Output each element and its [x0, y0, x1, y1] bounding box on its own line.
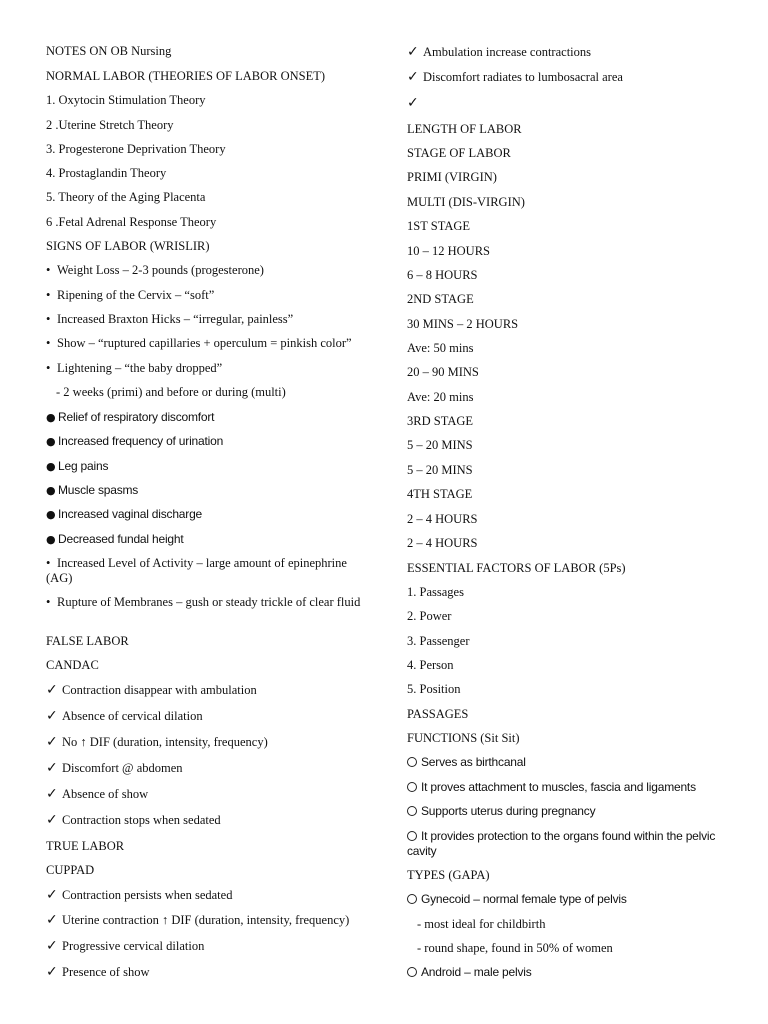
checkmark-icon: ✓	[46, 938, 58, 954]
line-text: Contraction stops when sedated	[62, 813, 221, 827]
line-text: 1ST STAGE	[407, 219, 471, 233]
left-line	[46, 215, 376, 230]
right-line	[407, 96, 727, 111]
line-text: Increased frequency of urination	[58, 434, 224, 448]
bullet-icon: •	[46, 312, 51, 326]
line-text: 6 .Fetal Adrenal Response Theory	[46, 215, 217, 229]
left-line	[46, 683, 376, 698]
left-line	[46, 410, 376, 425]
right-line	[407, 561, 727, 576]
line-text: STAGE OF LABOR	[407, 146, 511, 160]
left-line	[46, 385, 376, 400]
line-text: 5. Theory of the Aging Placenta	[46, 190, 206, 204]
left-line	[46, 239, 376, 254]
line-text: Gynecoid – normal female type of pelvis	[421, 892, 627, 906]
right-line	[407, 268, 727, 283]
line-text: Contraction disappear with ambulation	[62, 683, 257, 697]
line-text: Leg pains	[58, 459, 109, 473]
left-line	[46, 863, 376, 878]
line-text: It provides protection to the organs found within the pelvic cavity	[407, 829, 716, 858]
right-line	[407, 122, 727, 137]
left-line	[46, 459, 376, 474]
filled-circle-bullet-icon: ●	[46, 435, 56, 448]
left-line	[46, 263, 376, 278]
line-text: Show – “ruptured capillaries + operculum = pinkish color”	[57, 336, 352, 350]
checkmark-icon: ✓	[46, 786, 58, 802]
line-text: CUPPAD	[46, 863, 95, 877]
left-line	[46, 532, 376, 547]
hollow-circle-bullet-icon	[407, 757, 417, 767]
line-text: Discomfort radiates to lumbosacral area	[423, 70, 623, 84]
bullet-icon: •	[46, 595, 51, 609]
right-line	[407, 146, 727, 161]
right-line	[407, 512, 727, 527]
filled-circle-bullet-icon: ●	[46, 411, 56, 424]
right-line	[407, 390, 727, 405]
line-text: 6 – 8 HOURS	[407, 268, 478, 282]
line-text: PRIMI (VIRGIN)	[407, 170, 497, 184]
line-text: It proves attachment to muscles, fascia and ligaments	[421, 780, 696, 794]
right-line	[407, 829, 727, 859]
line-text: 5 – 20 MINS	[407, 438, 473, 452]
hollow-circle-bullet-icon	[407, 806, 417, 816]
left-line	[46, 44, 376, 59]
line-text: Decreased fundal height	[58, 532, 184, 546]
left-line	[46, 761, 376, 776]
line-text: FALSE LABOR	[46, 634, 129, 648]
hollow-circle-bullet-icon	[407, 782, 417, 792]
right-line	[407, 868, 727, 883]
line-text: Relief of respiratory discomfort	[58, 410, 215, 424]
line-text: Rupture of Membranes – gush or steady trickle of clear fluid	[57, 595, 361, 609]
line-text: Weight Loss – 2-3 pounds (progesterone)	[57, 263, 264, 277]
line-text: 3. Passenger	[407, 634, 470, 648]
checkmark-icon: ✓	[46, 760, 58, 776]
line-text: Android – male pelvis	[421, 965, 532, 979]
right-line	[407, 463, 727, 478]
left-line	[46, 288, 376, 303]
right-line	[407, 438, 727, 453]
right-line	[407, 658, 727, 673]
checkmark-icon: ✓	[46, 964, 58, 980]
left-line	[46, 595, 376, 610]
line-text: 2 – 4 HOURS	[407, 512, 478, 526]
line-text: 5. Position	[407, 682, 461, 696]
left-line	[46, 913, 376, 928]
left-line	[46, 93, 376, 108]
line-text: Ave: 50 mins	[407, 341, 474, 355]
right-line	[407, 917, 727, 932]
line-text: Ripening of the Cervix – “soft”	[57, 288, 215, 302]
right-line	[407, 365, 727, 380]
left-line	[46, 190, 376, 205]
right-line	[407, 682, 727, 697]
line-text: Serves as birthcanal	[421, 755, 526, 769]
left-line	[46, 166, 376, 181]
checkmark-icon: ✓	[407, 44, 419, 60]
line-text: 4TH STAGE	[407, 487, 473, 501]
bullet-icon: •	[46, 263, 51, 277]
left-line	[46, 361, 376, 376]
bullet-icon: •	[46, 361, 51, 375]
right-line	[407, 731, 727, 746]
line-text: Increased vaginal discharge	[58, 507, 203, 521]
line-text: CANDAC	[46, 658, 99, 672]
right-line	[407, 70, 727, 85]
line-text: 2ND STAGE	[407, 292, 474, 306]
checkmark-icon: ✓	[407, 95, 419, 111]
left-line	[46, 483, 376, 498]
right-line	[407, 780, 727, 795]
filled-circle-bullet-icon: ●	[46, 508, 56, 521]
left-line	[46, 658, 376, 673]
checkmark-icon: ✓	[407, 69, 419, 85]
left-line	[46, 434, 376, 449]
checkmark-icon: ✓	[46, 887, 58, 903]
left-line	[46, 888, 376, 903]
line-text: 4. Person	[407, 658, 454, 672]
line-text: 2 .Uterine Stretch Theory	[46, 118, 174, 132]
line-text: No ↑ DIF (duration, intensity, frequency)	[62, 735, 268, 749]
right-line	[407, 965, 727, 980]
right-line	[407, 585, 727, 600]
line-text: 3RD STAGE	[407, 414, 474, 428]
left-line	[46, 142, 376, 157]
line-text: 30 MINS – 2 HOURS	[407, 317, 519, 331]
line-text: 2. Power	[407, 609, 452, 623]
right-line	[407, 219, 727, 234]
line-text: MULTI (DIS-VIRGIN)	[407, 195, 525, 209]
checkmark-icon: ✓	[46, 708, 58, 724]
bullet-icon: •	[46, 288, 51, 302]
right-line	[407, 609, 727, 624]
line-text: 3. Progesterone Deprivation Theory	[46, 142, 226, 156]
line-text: Muscle spasms	[58, 483, 139, 497]
right-line	[407, 804, 727, 819]
right-line	[407, 487, 727, 502]
line-text: Discomfort @ abdomen	[62, 761, 183, 775]
line-text: PASSAGES	[407, 707, 469, 721]
right-line	[407, 892, 727, 907]
line-text: Presence of show	[62, 965, 150, 979]
line-text: Increased Braxton Hicks – “irregular, painless”	[57, 312, 294, 326]
left-line	[46, 709, 376, 724]
checkmark-icon: ✓	[46, 734, 58, 750]
line-text: ESSENTIAL FACTORS OF LABOR (5Ps)	[407, 561, 626, 575]
line-text: - 2 weeks (primi) and before or during (multi)	[56, 385, 286, 399]
left-line	[46, 507, 376, 522]
left-line	[46, 312, 376, 327]
right-line	[407, 244, 727, 259]
line-text: TRUE LABOR	[46, 839, 125, 853]
hollow-circle-bullet-icon	[407, 894, 417, 904]
line-text: Uterine contraction ↑ DIF (duration, intensity, frequency)	[62, 913, 350, 927]
left-line	[46, 336, 376, 351]
line-text: Increased Level of Activity – large amount of epinephrine (AG)	[46, 556, 347, 585]
line-text: Absence of cervical dilation	[62, 709, 203, 723]
left-line	[46, 839, 376, 854]
checkmark-icon: ✓	[46, 682, 58, 698]
right-line	[407, 317, 727, 332]
line-text: 4. Prostaglandin Theory	[46, 166, 167, 180]
left-line	[46, 69, 376, 84]
hollow-circle-bullet-icon	[407, 831, 417, 841]
left-line	[46, 556, 376, 586]
line-text: 10 – 12 HOURS	[407, 244, 490, 258]
line-text: 2 – 4 HOURS	[407, 536, 478, 550]
checkmark-icon: ✓	[46, 912, 58, 928]
line-text: 20 – 90 MINS	[407, 365, 479, 379]
line-text: 5 – 20 MINS	[407, 463, 473, 477]
line-text: TYPES (GAPA)	[407, 868, 490, 882]
left-line	[46, 965, 376, 980]
line-text: Ambulation increase contractions	[423, 45, 591, 59]
line-text: Progressive cervical dilation	[62, 939, 205, 953]
right-line	[407, 45, 727, 60]
right-line	[407, 292, 727, 307]
right-line	[407, 707, 727, 722]
line-text: - most ideal for childbirth	[417, 917, 546, 931]
filled-circle-bullet-icon: ●	[46, 460, 56, 473]
line-text: Supports uterus during pregnancy	[421, 804, 596, 818]
hollow-circle-bullet-icon	[407, 967, 417, 977]
right-line	[407, 170, 727, 185]
line-text: 1. Oxytocin Stimulation Theory	[46, 93, 206, 107]
line-text: 1. Passages	[407, 585, 464, 599]
right-line	[407, 536, 727, 551]
line-text: - round shape, found in 50% of women	[417, 941, 613, 955]
left-line	[46, 939, 376, 954]
right-line	[407, 941, 727, 956]
filled-circle-bullet-icon: ●	[46, 533, 56, 546]
left-line	[46, 634, 376, 649]
line-text: NOTES ON OB Nursing	[46, 44, 172, 58]
left-line	[46, 787, 376, 802]
line-text: FUNCTIONS (Sit Sit)	[407, 731, 520, 745]
checkmark-icon: ✓	[46, 812, 58, 828]
right-line	[407, 755, 727, 770]
line-text: Absence of show	[62, 787, 149, 801]
filled-circle-bullet-icon: ●	[46, 484, 56, 497]
line-text: Ave: 20 mins	[407, 390, 474, 404]
left-line	[46, 735, 376, 750]
line-text: NORMAL LABOR (THEORIES OF LABOR ONSET)	[46, 69, 326, 83]
right-line	[407, 414, 727, 429]
right-line	[407, 195, 727, 210]
line-text: LENGTH OF LABOR	[407, 122, 522, 136]
left-line	[46, 813, 376, 828]
bullet-icon: •	[46, 556, 51, 570]
bullet-icon: •	[46, 336, 51, 350]
line-text: SIGNS OF LABOR (WRISLIR)	[46, 239, 210, 253]
line-text: Lightening – “the baby dropped”	[57, 361, 223, 375]
right-line	[407, 634, 727, 649]
left-line	[46, 118, 376, 133]
line-text: Contraction persists when sedated	[62, 888, 233, 902]
right-line	[407, 341, 727, 356]
